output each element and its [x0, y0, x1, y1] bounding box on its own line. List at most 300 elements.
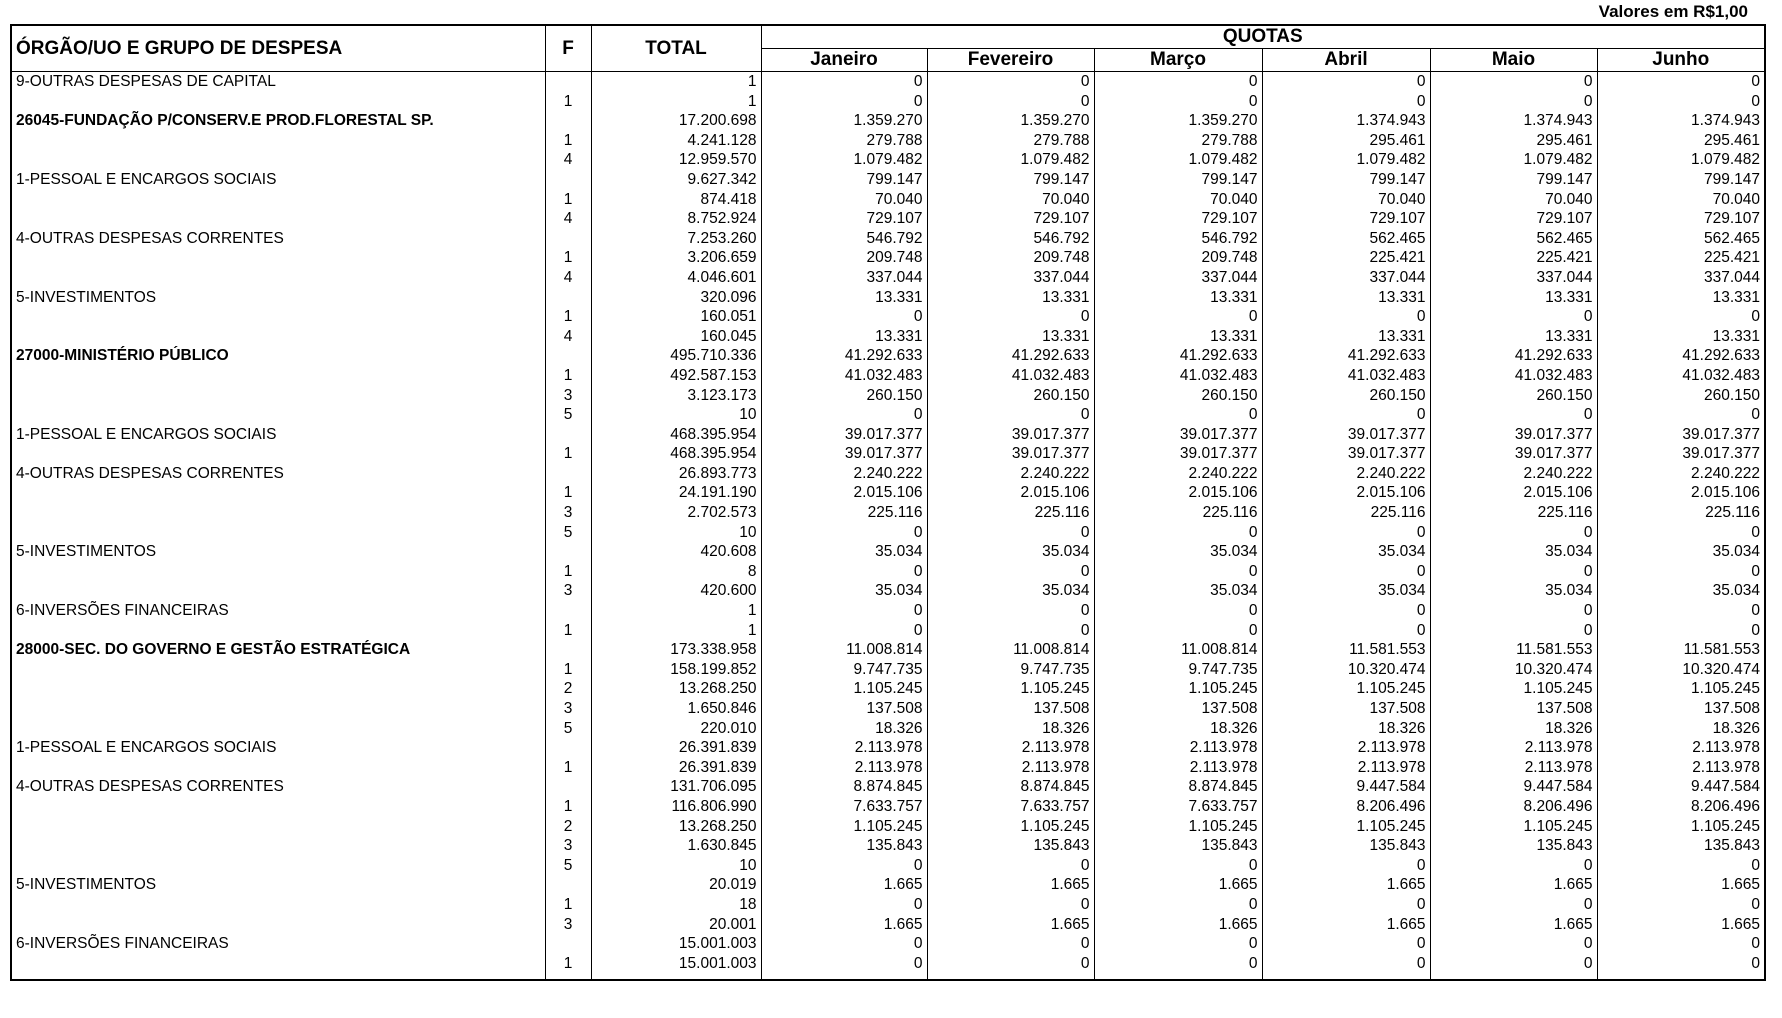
row-quota-junho: 2.240.222: [1597, 464, 1765, 484]
row-quota-marco: 260.150: [1094, 386, 1262, 406]
row-quota-janeiro: 137.508: [761, 699, 927, 719]
row-quota-abril: 1.105.245: [1262, 679, 1430, 699]
table-row: [11, 719, 1765, 739]
row-description: 4-OUTRAS DESPESAS CORRENTES: [11, 464, 545, 484]
row-total: 24.191.190: [591, 483, 761, 503]
row-quota-janeiro: 2.240.222: [761, 464, 927, 484]
row-quota-janeiro: 0: [761, 92, 927, 112]
row-quota-janeiro: 0: [761, 934, 927, 954]
table-row: [11, 111, 1765, 131]
row-description: [11, 797, 545, 817]
table-row: [11, 934, 1765, 954]
row-description: [11, 307, 545, 327]
row-fonte: 1: [545, 483, 591, 503]
row-quota-marco: 799.147: [1094, 170, 1262, 190]
row-fonte: 1: [545, 444, 591, 464]
row-description: 5-INVESTIMENTOS: [11, 542, 545, 562]
row-quota-fevereiro: 546.792: [927, 229, 1094, 249]
row-quota-maio: 2.015.106: [1430, 483, 1597, 503]
row-quota-marco: 7.633.757: [1094, 797, 1262, 817]
row-quota-junho: 0: [1597, 72, 1765, 92]
row-quota-maio: 0: [1430, 621, 1597, 641]
row-description: 4-OUTRAS DESPESAS CORRENTES: [11, 229, 545, 249]
row-quota-abril: 0: [1262, 895, 1430, 915]
row-description: 6-INVERSÕES FINANCEIRAS: [11, 934, 545, 954]
row-quota-marco: 8.874.845: [1094, 777, 1262, 797]
row-total: 13.268.250: [591, 679, 761, 699]
row-quota-abril: 35.034: [1262, 581, 1430, 601]
row-fonte: [545, 425, 591, 445]
row-fonte: 4: [545, 268, 591, 288]
row-quota-marco: 1.105.245: [1094, 679, 1262, 699]
row-quota-maio: 0: [1430, 856, 1597, 876]
row-quota-maio: 799.147: [1430, 170, 1597, 190]
row-quota-janeiro: 0: [761, 562, 927, 582]
row-quota-maio: 0: [1430, 405, 1597, 425]
row-quota-marco: 209.748: [1094, 248, 1262, 268]
row-quota-maio: 0: [1430, 601, 1597, 621]
row-quota-janeiro: 135.843: [761, 836, 927, 856]
row-quota-janeiro: 7.633.757: [761, 797, 927, 817]
row-quota-abril: 0: [1262, 523, 1430, 543]
row-quota-janeiro: 2.113.978: [761, 758, 927, 778]
row-total: 15.001.003: [591, 954, 761, 981]
row-description: [11, 856, 545, 876]
row-description: 6-INVERSÕES FINANCEIRAS: [11, 601, 545, 621]
row-quota-junho: 70.040: [1597, 190, 1765, 210]
row-quota-janeiro: 1.079.482: [761, 150, 927, 170]
row-quota-junho: 225.421: [1597, 248, 1765, 268]
row-quota-fevereiro: 13.331: [927, 327, 1094, 347]
row-quota-abril: 260.150: [1262, 386, 1430, 406]
row-quota-marco: 35.034: [1094, 542, 1262, 562]
row-total: 4.046.601: [591, 268, 761, 288]
row-description: [11, 327, 545, 347]
header-quotas: QUOTAS: [761, 25, 1765, 49]
row-total: 15.001.003: [591, 934, 761, 954]
row-fonte: [545, 72, 591, 92]
row-quota-janeiro: 0: [761, 621, 927, 641]
row-quota-marco: 0: [1094, 895, 1262, 915]
row-quota-maio: 41.292.633: [1430, 346, 1597, 366]
row-quota-janeiro: 41.292.633: [761, 346, 927, 366]
row-quota-junho: 135.843: [1597, 836, 1765, 856]
row-total: 26.391.839: [591, 738, 761, 758]
row-quota-fevereiro: 0: [927, 954, 1094, 981]
row-quota-junho: 0: [1597, 562, 1765, 582]
row-description: [11, 954, 545, 981]
table-row: [11, 268, 1765, 288]
row-description: [11, 621, 545, 641]
header-f: F: [545, 25, 591, 72]
row-quota-marco: 9.747.735: [1094, 660, 1262, 680]
row-quota-marco: 1.079.482: [1094, 150, 1262, 170]
row-quota-abril: 1.665: [1262, 875, 1430, 895]
row-quota-junho: 0: [1597, 954, 1765, 981]
row-quota-junho: 41.032.483: [1597, 366, 1765, 386]
table-row: [11, 856, 1765, 876]
row-description: [11, 679, 545, 699]
row-quota-junho: 9.447.584: [1597, 777, 1765, 797]
row-total: 173.338.958: [591, 640, 761, 660]
row-quota-fevereiro: 0: [927, 895, 1094, 915]
row-description: [11, 386, 545, 406]
row-fonte: [545, 601, 591, 621]
row-quota-maio: 13.331: [1430, 327, 1597, 347]
row-quota-marco: 0: [1094, 856, 1262, 876]
row-description: [11, 209, 545, 229]
row-quota-abril: 2.015.106: [1262, 483, 1430, 503]
table-row: [11, 288, 1765, 308]
row-quota-abril: 225.421: [1262, 248, 1430, 268]
row-fonte: [545, 542, 591, 562]
row-quota-janeiro: 0: [761, 72, 927, 92]
row-total: 468.395.954: [591, 425, 761, 445]
row-total: 12.959.570: [591, 150, 761, 170]
row-quota-marco: 0: [1094, 523, 1262, 543]
row-quota-fevereiro: 135.843: [927, 836, 1094, 856]
row-quota-maio: 2.113.978: [1430, 758, 1597, 778]
row-quota-marco: 13.331: [1094, 288, 1262, 308]
row-fonte: [545, 229, 591, 249]
row-fonte: [545, 934, 591, 954]
row-quota-fevereiro: 0: [927, 856, 1094, 876]
row-quota-marco: 1.665: [1094, 915, 1262, 935]
table-row: [11, 405, 1765, 425]
row-fonte: 1: [545, 621, 591, 641]
row-quota-janeiro: 1.105.245: [761, 817, 927, 837]
row-fonte: 3: [545, 915, 591, 935]
row-description: [11, 719, 545, 739]
row-quota-abril: 13.331: [1262, 288, 1430, 308]
table-row: [11, 621, 1765, 641]
row-quota-junho: 0: [1597, 523, 1765, 543]
row-fonte: 3: [545, 836, 591, 856]
row-fonte: 1: [545, 92, 591, 112]
row-total: 495.710.336: [591, 346, 761, 366]
row-quota-fevereiro: 0: [927, 92, 1094, 112]
row-quota-marco: 39.017.377: [1094, 425, 1262, 445]
row-quota-junho: 562.465: [1597, 229, 1765, 249]
row-quota-fevereiro: 729.107: [927, 209, 1094, 229]
row-total: 1: [591, 601, 761, 621]
row-quota-janeiro: 13.331: [761, 288, 927, 308]
row-quota-junho: 35.034: [1597, 581, 1765, 601]
row-quota-abril: 2.113.978: [1262, 738, 1430, 758]
row-quota-janeiro: 1.665: [761, 915, 927, 935]
row-total: 3.123.173: [591, 386, 761, 406]
row-total: 420.608: [591, 542, 761, 562]
row-quota-maio: 0: [1430, 72, 1597, 92]
row-quota-abril: 11.581.553: [1262, 640, 1430, 660]
row-quota-janeiro: 8.874.845: [761, 777, 927, 797]
row-fonte: [545, 777, 591, 797]
row-quota-junho: 2.113.978: [1597, 738, 1765, 758]
row-quota-abril: 729.107: [1262, 209, 1430, 229]
row-quota-fevereiro: 0: [927, 562, 1094, 582]
row-description: 26045-FUNDAÇÃO P/CONSERV.E PROD.FLORESTAL SP.: [11, 111, 545, 131]
row-quota-janeiro: 2.113.978: [761, 738, 927, 758]
row-quota-junho: 0: [1597, 621, 1765, 641]
row-quota-maio: 1.374.943: [1430, 111, 1597, 131]
row-quota-junho: 0: [1597, 895, 1765, 915]
row-quota-janeiro: 1.359.270: [761, 111, 927, 131]
row-quota-marco: 0: [1094, 72, 1262, 92]
row-quota-maio: 13.331: [1430, 288, 1597, 308]
row-total: 160.051: [591, 307, 761, 327]
row-total: 18: [591, 895, 761, 915]
row-description: [11, 915, 545, 935]
row-fonte: 1: [545, 190, 591, 210]
row-fonte: 2: [545, 817, 591, 837]
table-row: [11, 581, 1765, 601]
row-quota-marco: 135.843: [1094, 836, 1262, 856]
row-quota-abril: 1.374.943: [1262, 111, 1430, 131]
row-quota-fevereiro: 1.105.245: [927, 817, 1094, 837]
table-row: [11, 327, 1765, 347]
header-month-fevereiro: Fevereiro: [927, 49, 1094, 72]
row-fonte: 1: [545, 954, 591, 981]
row-quota-fevereiro: 0: [927, 307, 1094, 327]
row-quota-maio: 2.240.222: [1430, 464, 1597, 484]
row-total: 26.391.839: [591, 758, 761, 778]
row-quota-fevereiro: 0: [927, 405, 1094, 425]
row-total: 492.587.153: [591, 366, 761, 386]
row-quota-abril: 799.147: [1262, 170, 1430, 190]
row-quota-maio: 1.079.482: [1430, 150, 1597, 170]
header-month-janeiro: Janeiro: [761, 49, 927, 72]
row-quota-abril: 1.665: [1262, 915, 1430, 935]
row-description: [11, 523, 545, 543]
row-quota-abril: 0: [1262, 405, 1430, 425]
row-quota-junho: 13.331: [1597, 327, 1765, 347]
row-description: 1-PESSOAL E ENCARGOS SOCIAIS: [11, 425, 545, 445]
row-fonte: 1: [545, 131, 591, 151]
row-description: [11, 405, 545, 425]
row-quota-marco: 0: [1094, 92, 1262, 112]
row-quota-abril: 0: [1262, 72, 1430, 92]
row-fonte: 5: [545, 405, 591, 425]
row-quota-marco: 1.359.270: [1094, 111, 1262, 131]
row-quota-abril: 135.843: [1262, 836, 1430, 856]
row-quota-abril: 39.017.377: [1262, 425, 1430, 445]
row-fonte: [545, 170, 591, 190]
table-row: [11, 483, 1765, 503]
row-quota-fevereiro: 0: [927, 621, 1094, 641]
row-quota-abril: 2.240.222: [1262, 464, 1430, 484]
row-description: [11, 131, 545, 151]
row-quota-maio: 225.116: [1430, 503, 1597, 523]
row-total: 1.650.846: [591, 699, 761, 719]
row-fonte: [545, 111, 591, 131]
row-quota-abril: 0: [1262, 562, 1430, 582]
row-quota-marco: 0: [1094, 405, 1262, 425]
table-row: [11, 679, 1765, 699]
row-fonte: 2: [545, 679, 591, 699]
row-quota-maio: 260.150: [1430, 386, 1597, 406]
row-quota-maio: 0: [1430, 92, 1597, 112]
row-quota-marco: 18.326: [1094, 719, 1262, 739]
row-description: [11, 483, 545, 503]
row-description: [11, 92, 545, 112]
row-quota-maio: 135.843: [1430, 836, 1597, 856]
row-description: 9-OUTRAS DESPESAS DE CAPITAL: [11, 72, 545, 92]
row-quota-janeiro: 546.792: [761, 229, 927, 249]
header-row-top: [11, 25, 1765, 49]
row-quota-fevereiro: 2.113.978: [927, 738, 1094, 758]
table-row: [11, 444, 1765, 464]
row-quota-abril: 18.326: [1262, 719, 1430, 739]
row-quota-janeiro: 225.116: [761, 503, 927, 523]
row-description: 5-INVESTIMENTOS: [11, 288, 545, 308]
row-description: [11, 699, 545, 719]
table-row: [11, 523, 1765, 543]
row-quota-abril: 0: [1262, 601, 1430, 621]
row-quota-fevereiro: 41.292.633: [927, 346, 1094, 366]
row-fonte: 5: [545, 523, 591, 543]
row-quota-junho: 1.665: [1597, 915, 1765, 935]
row-quota-marco: 0: [1094, 562, 1262, 582]
row-quota-janeiro: 0: [761, 307, 927, 327]
table-row: [11, 660, 1765, 680]
row-quota-junho: 225.116: [1597, 503, 1765, 523]
row-quota-janeiro: 0: [761, 954, 927, 981]
row-quota-maio: 39.017.377: [1430, 425, 1597, 445]
row-quota-junho: 260.150: [1597, 386, 1765, 406]
row-total: 10: [591, 405, 761, 425]
header-orgao: ÓRGÃO/UO E GRUPO DE DESPESA: [11, 25, 545, 72]
row-quota-marco: 0: [1094, 601, 1262, 621]
row-quota-maio: 39.017.377: [1430, 444, 1597, 464]
row-quota-junho: 35.034: [1597, 542, 1765, 562]
row-quota-janeiro: 35.034: [761, 542, 927, 562]
row-fonte: [545, 464, 591, 484]
row-quota-janeiro: 41.032.483: [761, 366, 927, 386]
row-quota-fevereiro: 1.359.270: [927, 111, 1094, 131]
row-quota-abril: 1.105.245: [1262, 817, 1430, 837]
row-quota-maio: 11.581.553: [1430, 640, 1597, 660]
row-quota-janeiro: 2.015.106: [761, 483, 927, 503]
row-quota-maio: 225.421: [1430, 248, 1597, 268]
row-quota-maio: 0: [1430, 954, 1597, 981]
row-description: [11, 836, 545, 856]
table-row: [11, 601, 1765, 621]
table-row: [11, 503, 1765, 523]
table-row: [11, 190, 1765, 210]
row-quota-junho: 2.113.978: [1597, 758, 1765, 778]
table-row: [11, 366, 1765, 386]
row-quota-abril: 13.331: [1262, 327, 1430, 347]
row-total: 874.418: [591, 190, 761, 210]
row-total: 3.206.659: [591, 248, 761, 268]
table-row: [11, 307, 1765, 327]
row-quota-abril: 9.447.584: [1262, 777, 1430, 797]
row-description: [11, 895, 545, 915]
row-quota-marco: 0: [1094, 934, 1262, 954]
row-description: [11, 150, 545, 170]
row-quota-marco: 35.034: [1094, 581, 1262, 601]
row-fonte: [545, 738, 591, 758]
row-quota-junho: 1.665: [1597, 875, 1765, 895]
units-label: Valores em R$1,00: [1598, 2, 1748, 21]
row-quota-marco: 137.508: [1094, 699, 1262, 719]
row-quota-fevereiro: 2.240.222: [927, 464, 1094, 484]
row-quota-fevereiro: 70.040: [927, 190, 1094, 210]
table-row: [11, 797, 1765, 817]
row-quota-janeiro: 0: [761, 856, 927, 876]
row-total: 1: [591, 621, 761, 641]
row-description: [11, 581, 545, 601]
row-quota-junho: 1.079.482: [1597, 150, 1765, 170]
row-quota-fevereiro: 1.665: [927, 915, 1094, 935]
row-fonte: [545, 875, 591, 895]
row-quota-maio: 0: [1430, 934, 1597, 954]
row-quota-marco: 1.105.245: [1094, 817, 1262, 837]
row-quota-janeiro: 0: [761, 523, 927, 543]
row-total: 4.241.128: [591, 131, 761, 151]
row-description: [11, 268, 545, 288]
row-quota-maio: 1.665: [1430, 875, 1597, 895]
row-quota-fevereiro: 2.015.106: [927, 483, 1094, 503]
row-fonte: 1: [545, 248, 591, 268]
row-description: [11, 562, 545, 582]
row-total: 220.010: [591, 719, 761, 739]
row-fonte: 1: [545, 366, 591, 386]
row-quota-junho: 0: [1597, 405, 1765, 425]
row-quota-marco: 337.044: [1094, 268, 1262, 288]
row-quota-fevereiro: 137.508: [927, 699, 1094, 719]
row-quota-marco: 39.017.377: [1094, 444, 1262, 464]
row-quota-fevereiro: 9.747.735: [927, 660, 1094, 680]
table-row: [11, 875, 1765, 895]
row-quota-maio: 41.032.483: [1430, 366, 1597, 386]
row-quota-marco: 41.292.633: [1094, 346, 1262, 366]
row-quota-janeiro: 729.107: [761, 209, 927, 229]
table-row: [11, 170, 1765, 190]
row-description: [11, 248, 545, 268]
table-row: [11, 836, 1765, 856]
row-quota-fevereiro: 39.017.377: [927, 444, 1094, 464]
row-fonte: 5: [545, 856, 591, 876]
row-total: 13.268.250: [591, 817, 761, 837]
row-quota-maio: 0: [1430, 895, 1597, 915]
row-quota-abril: 8.206.496: [1262, 797, 1430, 817]
row-quota-abril: 35.034: [1262, 542, 1430, 562]
row-description: [11, 660, 545, 680]
row-quota-fevereiro: 13.331: [927, 288, 1094, 308]
header-month-marco: Março: [1094, 49, 1262, 72]
table-body: [11, 72, 1765, 981]
row-quota-marco: 546.792: [1094, 229, 1262, 249]
row-quota-junho: 10.320.474: [1597, 660, 1765, 680]
row-quota-janeiro: 1.105.245: [761, 679, 927, 699]
table-row: [11, 542, 1765, 562]
row-quota-junho: 18.326: [1597, 719, 1765, 739]
row-description: 28000-SEC. DO GOVERNO E GESTÃO ESTRATÉGICA: [11, 640, 545, 660]
row-total: 1: [591, 92, 761, 112]
row-quota-maio: 1.665: [1430, 915, 1597, 935]
row-quota-janeiro: 0: [761, 601, 927, 621]
row-quota-fevereiro: 279.788: [927, 131, 1094, 151]
row-quota-marco: 2.113.978: [1094, 738, 1262, 758]
row-fonte: 1: [545, 307, 591, 327]
table-row: [11, 425, 1765, 445]
row-fonte: 3: [545, 503, 591, 523]
table-row: [11, 895, 1765, 915]
row-quota-janeiro: 799.147: [761, 170, 927, 190]
row-fonte: 4: [545, 150, 591, 170]
row-quota-fevereiro: 39.017.377: [927, 425, 1094, 445]
